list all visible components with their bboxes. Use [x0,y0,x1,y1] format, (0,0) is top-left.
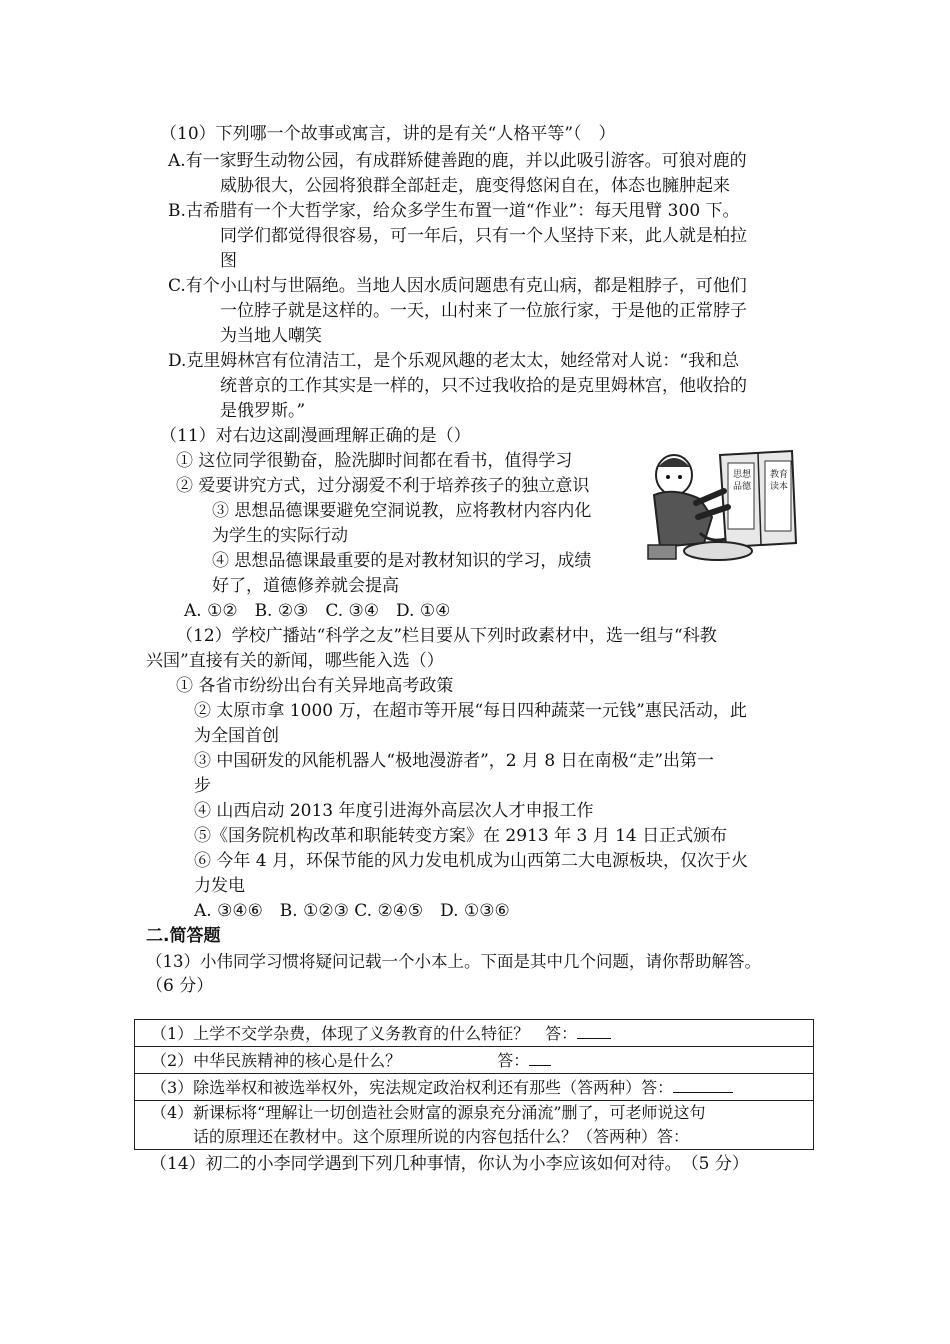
q12-option-5: ⑤《国务院机构改革和职能转变方案》在 2913 年 3 月 14 日正式颁布 [194,826,728,846]
q12-option-2-line1: ② 太原市拿 1000 万，在超市等开展“每日四种蔬菜一元钱”惠民活动，此 [194,701,747,721]
q10-option-c-line3: 为当地人嘲笑 [220,326,322,346]
table-cell [135,1020,814,1047]
q12-stem-line1: （12）学校广播站“科学之友”栏目要从下列时政素材中，选一组与“科教 [176,626,717,646]
table-question-4-line2: 话的原理还在教材中。这个原理所说的内容包括什么？（答两种）答： [193,1127,690,1146]
q11-choices: A. ①② B. ②③ C. ③④ D. ①④ [184,601,451,621]
q10-stem: （10）下列哪一个故事或寓言，讲的是有关“人格平等”（ ） [160,124,616,144]
q12-option-3-line1: ③ 中国研发的风能机器人“极地漫游者”，2 月 8 日在南极“走”出第一 [194,751,715,771]
answer-blank-2[interactable] [529,1047,551,1066]
table-question-3: （3）除选举权和被选举权外，宪法规定政治权利还有那些（答两种）答： [151,1078,674,1097]
q11-option-3-line2: 为学生的实际行动 [212,526,348,546]
table-question-4-line1: （4）新课标将“理解让一切创造社会财富的源泉充分涌流”删了，可老师说这句 [151,1103,706,1122]
cartoon-poster-text: 思想 品德 教育 读本 [733,470,789,492]
cartoon-illustration [640,447,800,565]
q13-stem-line2: （6 分） [146,976,214,996]
q10-option-b-line1: B.古希腊有一个大哲学家，给众多学生布置一道“作业”：每天甩臂 300 下。 [168,201,740,221]
q10-option-d-line2: 统普京的工作其实是一样的，只不过我收拾的是克里姆林宫，他收拾的 [220,376,747,396]
table-answer-label-2: 答： [497,1051,530,1070]
q10-option-b-line2: 同学们都觉得很容易，可一年后，只有一个人坚持下来，此人就是柏拉 [220,226,747,246]
q11-option-3-line1: ③ 思想品德课要避免空洞说教，应将教材内容内化 [212,501,592,521]
table-question-2: （2）中华民族精神的核心是什么？ [151,1051,402,1070]
cartoon-person [654,455,728,547]
q12-option-1: ① 各省市纷纷出台有关异地高考政策 [176,676,454,696]
table-cell [135,1047,814,1074]
q11-stem: （11）对右边这副漫画理解正确的是（） [160,426,471,446]
table-row [135,1047,814,1074]
q10-option-b-line3: 图 [220,251,237,271]
table-cell [135,1101,814,1150]
q12-choices: A. ③④⑥ B. ①②③ C. ②④⑤ D. ①③⑥ [194,901,510,921]
q12-option-4: ④ 山西启动 2013 年度引进海外高层次人才申报工作 [194,801,594,821]
q11-option-4-line1: ④ 思想品德课最重要的是对教材知识的学习，成绩 [212,551,592,571]
q10-option-c-line2: 一位脖子就是这样的。一天，山村来了一位旅行家，于是他的正常脖子 [220,301,747,321]
answer-blank-3[interactable] [673,1074,733,1093]
q11-option-4-line2: 好了，道德修养就会提高 [212,576,399,596]
q10-option-d-line1: D.克里姆林宫有位清洁工，是个乐观风趣的老太太，她经常对人说：“我和总 [168,351,740,371]
q14-stem: （14）初二的小李同学遇到下列几种事情，你认为小李应该如何对待。 （5 分） [150,1154,749,1174]
table-row [135,1101,814,1150]
table-row [135,1074,814,1101]
q12-option-3-line2: 步 [194,776,211,796]
q10-option-a-line2: 威胁很大，公园将狼群全部赶走，鹿变得悠闲自在，体态也臃肿起来 [220,176,730,196]
q13-stem-line1: （13）小伟同学习惯将疑问记载一个小本上。下面是其中几个问题，请你帮助解答。 [146,952,761,971]
q12-option-2-line2: 为全国首创 [194,726,279,746]
section-2-title: 二.简答题 [146,926,221,946]
q10-option-d-line3: 是俄罗斯。” [220,401,306,421]
q11-option-2: ② 爱要讲究方式，过分溺爱不利于培养孩子的独立意识 [176,476,590,496]
cartoon-poster [720,451,796,547]
q11-option-1: ① 这位同学很勤奋，脸洗脚时间都在看书，值得学习 [176,451,573,471]
answer-table [134,1019,814,1150]
q10-option-a-line1: A.有一家野生动物公园，有成群矫健善跑的鹿，并以此吸引游客。可狼对鹿的 [168,151,747,171]
q12-option-6-line1: ⑥ 今年 4 月，环保节能的风力发电机成为山西第二大电源板块，仅次于火 [194,851,749,871]
q10-option-c-line1: C.有个小山村与世隔绝。当地人因水质问题患有克山病，都是粗脖子，可他们 [168,276,747,296]
q12-stem-line2: 兴国”直接有关的新闻，哪些能入选（） [146,651,444,671]
q12-option-6-line2: 力发电 [194,876,245,896]
answer-blank-1[interactable] [577,1020,611,1039]
table-cell [135,1074,814,1101]
table-row [135,1020,814,1047]
table-question-1: （1）上学不交学杂费，体现了义务教育的什么特征？ 答： [151,1024,578,1043]
